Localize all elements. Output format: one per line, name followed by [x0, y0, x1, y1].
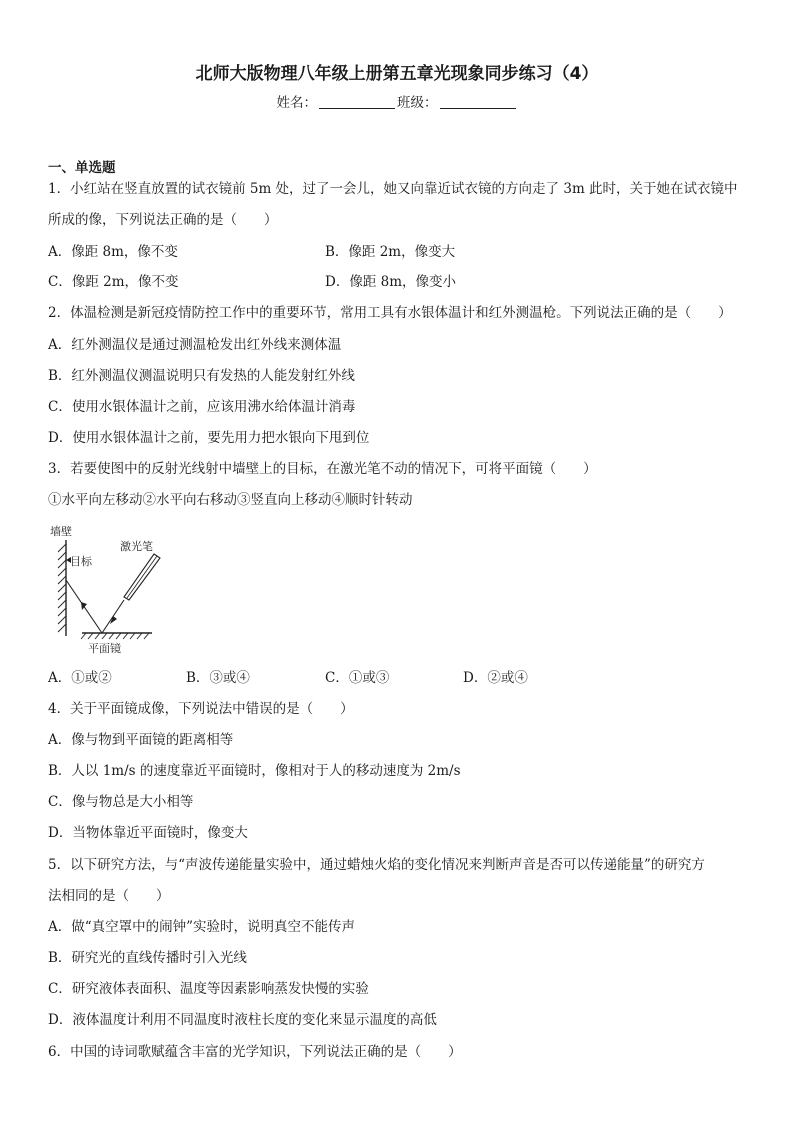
class-label: 班级： [397, 95, 438, 111]
name-label: 姓名： [276, 95, 317, 111]
q4-option-c: C．像与物总是大小相等 [48, 794, 194, 810]
name-blank[interactable] [319, 94, 395, 109]
target-label: 目标 [70, 555, 92, 568]
q4-option-d: D．当物体靠近平面镜时，像变大 [48, 825, 248, 841]
mirror-hatching [81, 633, 149, 639]
class-blank[interactable] [440, 94, 516, 109]
q2-option-b: B．红外测温仪测温说明只有发热的人能发射红外线 [48, 368, 355, 384]
wall-hatching [58, 544, 66, 632]
q1-stem-line1: 1．小红站在竖直放置的试衣镜前 5m 处，过了一会儿，她又向靠近试衣镜的方向走了 3m 此时，关于她在试衣镜中 [48, 181, 738, 197]
q3-option-d: D．②或④ [463, 670, 528, 686]
q3-choices: ①水平向左移动②水平向右移动③竖直向上移动④顺时针转动 [48, 492, 413, 508]
q5-option-b: B．研究光的直线传播时引入光线 [48, 950, 247, 966]
q2-option-a: A．红外测温仪是通过测温枪发出红外线来测体温 [48, 337, 342, 353]
q4-option-a: A．像与物到平面镜的距离相等 [48, 732, 234, 748]
section-title: 一、单选题 [48, 160, 116, 176]
q4-stem: 4．关于平面镜成像，下列说法中错误的是（ ） [48, 701, 354, 717]
q5-option-a: A．做“真空罩中的闹钟”实验时，说明真空不能传声 [48, 919, 356, 935]
q2-stem: 2．体温检测是新冠疫情防控工作中的重要环节，常用工具有水银体温计和红外测温枪。下列说法正确的是（ ） [48, 305, 732, 321]
q6-stem: 6．中国的诗词歌赋蕴含丰富的光学知识，下列说法正确的是（ ） [48, 1044, 462, 1060]
mirror-label: 平面镜 [88, 642, 121, 655]
q5-option-d: D．液体温度计利用不同温度时液柱长度的变化来显示温度的高低 [48, 1012, 437, 1028]
wall-label: 墙壁 [50, 525, 72, 538]
student-info-line [0, 91, 794, 111]
q3-stem: 3．若要使图中的反射光线射中墙壁上的目标，在激光笔不动的情况下，可将平面镜（ ） [48, 461, 597, 477]
q1-option-b: B．像距 2m，像变大 [325, 244, 456, 260]
q1-stem-line2: 所成的像，下列说法正确的是（ ） [48, 212, 278, 228]
q4-option-b: B．人以 1m/s 的速度靠近平面镜时，像相对于人的移动速度为 2m/s [48, 763, 461, 779]
q3-option-c: C．①或③ [325, 670, 390, 686]
q3-option-a: A．①或② [48, 670, 112, 686]
page-title: 北师大版物理八年级上册第五章光现象同步练习（4） [195, 64, 599, 84]
q5-stem-line2: 法相同的是（ ） [48, 888, 170, 904]
q1-option-c: C．像距 2m，像不变 [48, 274, 179, 290]
q2-option-d: D．使用水银体温计之前，要先用力把水银向下甩到位 [48, 430, 370, 446]
q3-mirror-figure [44, 520, 184, 660]
q2-option-c: C．使用水银体温计之前，应该用沸水给体温计消毒 [48, 399, 356, 415]
q1-option-a: A．像距 8m，像不变 [48, 244, 178, 260]
q3-option-b: B．③或④ [186, 670, 250, 686]
q1-option-d: D．像距 8m，像变小 [325, 274, 457, 290]
q5-stem-line1: 5．以下研究方法，与“声波传递能量实验中，通过蜡烛火焰的变化情况来判断声音是否可以传递能量”的研究方 [48, 857, 705, 873]
laser-pen-icon [124, 554, 160, 600]
q5-option-c: C．研究液体表面积、温度等因素影响蒸发快慢的实验 [48, 981, 369, 997]
laser-label: 激光笔 [120, 540, 153, 553]
